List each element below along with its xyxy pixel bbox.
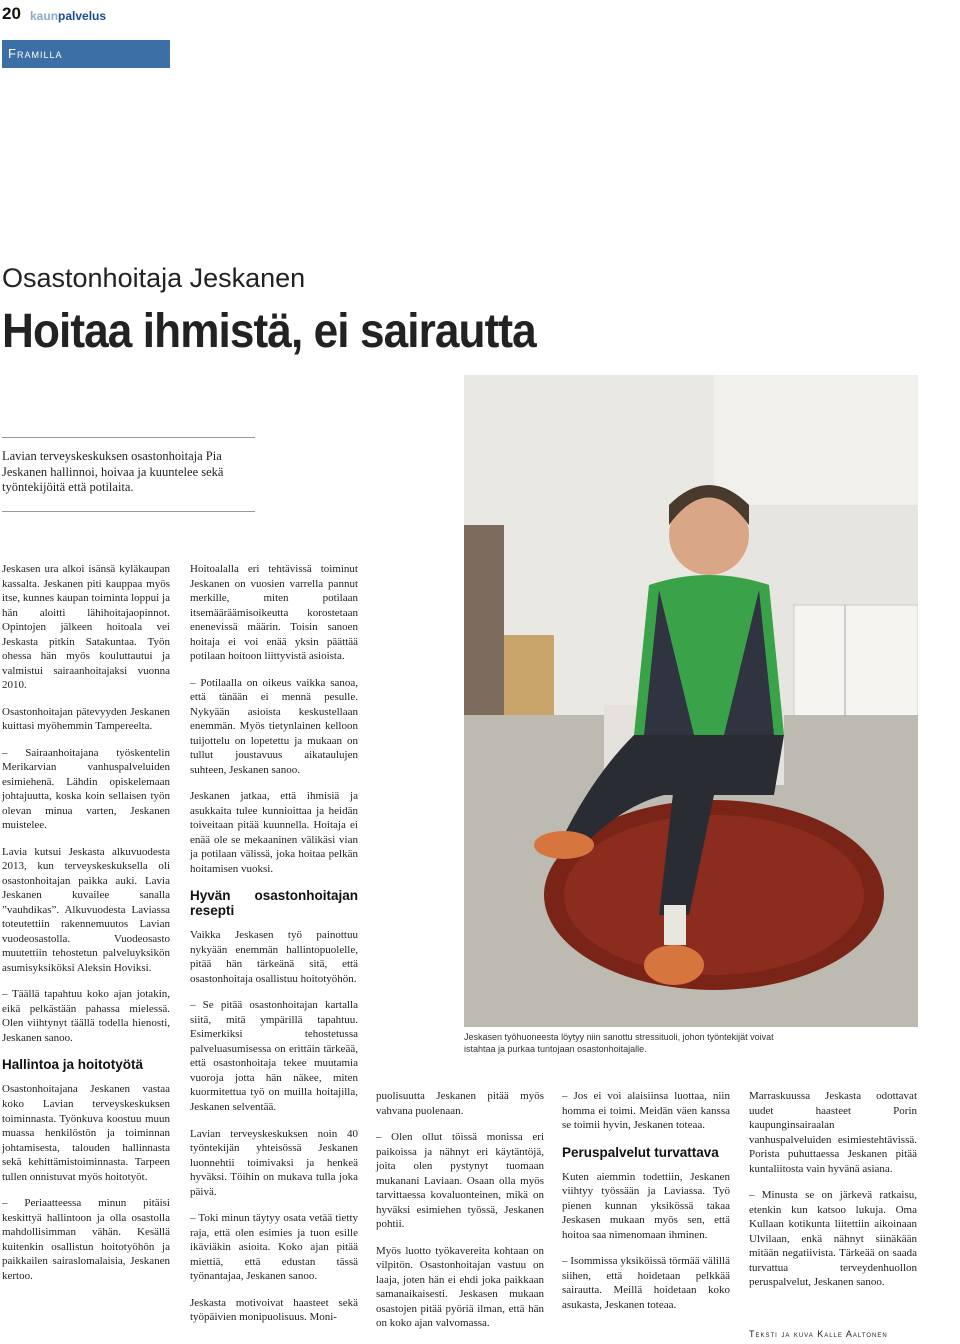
paragraph: – Periaatteessa minun pitäisi keskittyä hallintoon ja olla osastolla mahdollisimman vähän. Kesällä kuitenkin osallistun hoitotyöhön ja paikkailen sairaslomalaisia, Jeskanen kertoo. (2, 1197, 170, 1282)
paragraph: Hoitoalalla eri tehtävissä toiminut Jeskanen on vuosien varrella pannut merkille, miten potilaan itsemääräämisoikeutta korostetaan enenevissä määrin. Toisin sanoen hoitaja ei voi enää yksin päättää potilaan hoitoon liittyvistä asioista. (190, 563, 358, 663)
column-2 (190, 562, 358, 1337)
brand-logo: kaunpalvelus (30, 9, 107, 23)
column-1 (2, 562, 170, 1295)
paragraph: Osastonhoitajana Jeskanen vastaa koko Lavian terveyskeskuksen toiminnasta. Työnkuva koostuu muun muassa henkilöstön ja toiminnan johtamisesta, talouden hallinnasta sekä kehittämistoiminnasta. Tarpeen tullen onnistuvat myös hoitotyöt. (2, 1083, 170, 1183)
paragraph: – Minusta se on järkevä ratkaisu, etenkin kun katsoo lukuja. Oma Kullaan kotikunta liitettiin aikoinaan Ulvilaan, enkä nähnyt siinäkään mitään negatiivista. Tärkeää on saada turvattua terveydenhuollon peruspalvelut, Jeskanen sanoo. (749, 1189, 917, 1289)
article-headline: Hoitaa ihmistä, ei sairautta (2, 305, 536, 358)
paragraph: – Se pitää osastonhoitajan kartalla siitä, mitä ympärillä tapahtuu. Esimerkiksi tehostetussa palveluasumisessa on erittäin tärkeää, että osastonhoitaja tekee muutamia vuoroja jotta hän näkee, miten kuormitettua työ on muilla hoitajilla, Jeskanen selventää. (190, 999, 358, 1113)
paragraph: Lavian terveyskeskuksen noin 40 työntekijän yhteisössä Jeskanen luonnehtii toimivaksi ja henkeä hyväksi. Töihin on mukava tulla joka päivä. (190, 1127, 358, 1198)
lead-rule-bottom (2, 511, 255, 512)
photo-illustration (464, 375, 918, 1027)
subheading: Hyvän osastonhoitajan resepti (190, 888, 358, 919)
paragraph: Vaikka Jeskasen työ painottuu nykyään enemmän hallintopuolelle, pitää hän tärkeänä sitä, että osastonhoitaja osallistuu hoitotyöhön. (190, 929, 358, 985)
paragraph: puolisuutta Jeskanen pitää myös vahvana puolenaan. (376, 1090, 544, 1117)
paragraph: – Täällä tapahtuu koko ajan jotakin, eikä pelkästään pahassa mielessä. Olen viihtynyt täällä todella hienosti, Jeskanen sanoo. (2, 988, 170, 1044)
article-kicker: Osastonhoitaja Jeskanen (2, 263, 306, 293)
paragraph: Myös luotto työkavereita kohtaan on vilpitön. Osastonhoitajan vastuu on laaja, joten hän ei ehdi joka paikkaan samanaikaisesti. Jeskasen mukaan osastojen pitää pyöriä ilman, että hän on koko ajan valvomassa. (376, 1244, 544, 1330)
paragraph: Lavia kutsui Jeskasta alkuvuodesta 2013, kun terveyskeskuksella oli osastonhoitajan paikka auki. Lavia Jeskanen kuvailee sanalla ”vauhdikas”. Alkuvuodesta Laviassa toteutettiin rakennemuutos Lavian vuodeosastolla. Vuodeosasto muutettiin tehostetun palveluyksikön asumisyksiköksi Aleksin Hoviksi. (2, 845, 170, 974)
paragraph: – Jos ei voi alaisiinsa luottaa, niin homma ei toimi. Meidän väen kanssa se toimii hyvin, Jeskanen toteaa. (562, 1090, 730, 1132)
article-photo (464, 375, 918, 1027)
paragraph: – Potilaalla on oikeus vaikka sanoa, että tänään ei mennä pesulle. Nykyään asioista keskustellaan enemmän. Myös tietynlainen kelloon tuijottelu on lopetettu ja mukaan on tullut joustavuus aikataulujen suhteen, Jeskanen sanoo. (190, 676, 358, 776)
paragraph: Jeskanen jatkaa, että ihmisiä ja asukkaita tulee kunnioittaa ja heidän toiveitaan pitää kuunnella. Hoitaja ei enää ole se mekaaninen välikäsi vian ja potilaan välissä, joka hoitaa pelkän hoitamisen vuoksi. (190, 790, 358, 875)
paragraph: Kuten aiemmin todettiin, Jeskanen viihtyy työssään ja Laviassa. Työ pienen kunnan yksikössä takaa Jeskasen mukaan myös sen, että hoitoa saa nimenomaan ihminen. (562, 1170, 730, 1241)
column-5 (749, 1089, 917, 1302)
author-credit: Teksti ja kuva Kalle Aaltonen (749, 1329, 888, 1339)
paragraph: – Isommissa yksiköissä törmää välillä siihen, että hoidetaan pelkkää sairautta. Meillä hoidetaan koko asukasta, Jeskanen toteaa. (562, 1255, 730, 1311)
column-4 (562, 1089, 730, 1324)
section-label: Framilla (2, 40, 170, 68)
paragraph: – Sairaanhoitajana työskentelin Merikarvian vanhuspalveluiden esimiehenä. Lähdin opiskelemaan johtajuutta, koska koin sellaisen työn olevan minua varten, Jeskanen muistelee. (2, 746, 170, 832)
paragraph: – Olen ollut töissä monissa eri paikoissa ja nähnyt eri käytäntöjä, joita olen pystynyt tuomaan mukanani Laviaan. Osaan olla myös tarvittaessa kovaluonteinen, mikä on hyväksi esimiehen työssä, Jeskanen pohtii. (376, 1131, 544, 1231)
paragraph: Marraskuussa Jeskasta odottavat uudet haasteet Porin kaupunginsairaalan vanhuspalveluiden esimiestehtävissä. Porista puhuttaessa Jeskanen pitää kuntaliitosta vain hyvänä asiana. (749, 1090, 917, 1175)
page-number: 20 (2, 4, 21, 23)
photo-caption: Jeskasen työhuoneesta löytyy niin sanottu stressituoli, johon työntekijät voivat istahtaa ja purkaa tuntojaan osastonhoitajalle. (464, 1032, 774, 1054)
subheading: Peruspalvelut turvattava (562, 1144, 719, 1160)
paragraph: – Toki minun täytyy osata vetää tietty raja, että olen esimies ja tuon esille ikäviäkin asioita. Koko ajan pitää miettiä, että edustan tässä työnantajaa, Jeskanen sanoo. (190, 1212, 358, 1283)
paragraph: Jeskasta motivoivat haasteet sekä työpäivien monipuolisuus. Moni- (190, 1296, 358, 1324)
column-3 (376, 1089, 544, 1343)
lead-rule-top (2, 437, 255, 438)
subheading: Hallintoa ja hoitotyötä (2, 1057, 144, 1073)
paragraph: Osastonhoitajan pätevyyden Jeskanen kuittasi myöhemmin Tampereelta. (2, 705, 170, 733)
article-lead: Lavian terveyskeskuksen osastonhoitaja Pia Jeskanen hallinnoi, hoivaa ja kuuntelee sekä työntekijöitä että potilaita. (2, 449, 224, 495)
paragraph: Jeskasen ura alkoi isänsä kyläkaupan kassalta. Jeskanen piti kauppaa myös itse, kunnes kaupan toiminta loppui ja hän aloitti lähihoitajaopinnot. Opintojen jälkeen hoitoala vei Jeskasta pitkin Satakuntaa. Työn ohessa hän myös kouluttautui ja valmistui sairaanhoitajaksi vuonna 2010. (2, 563, 170, 692)
